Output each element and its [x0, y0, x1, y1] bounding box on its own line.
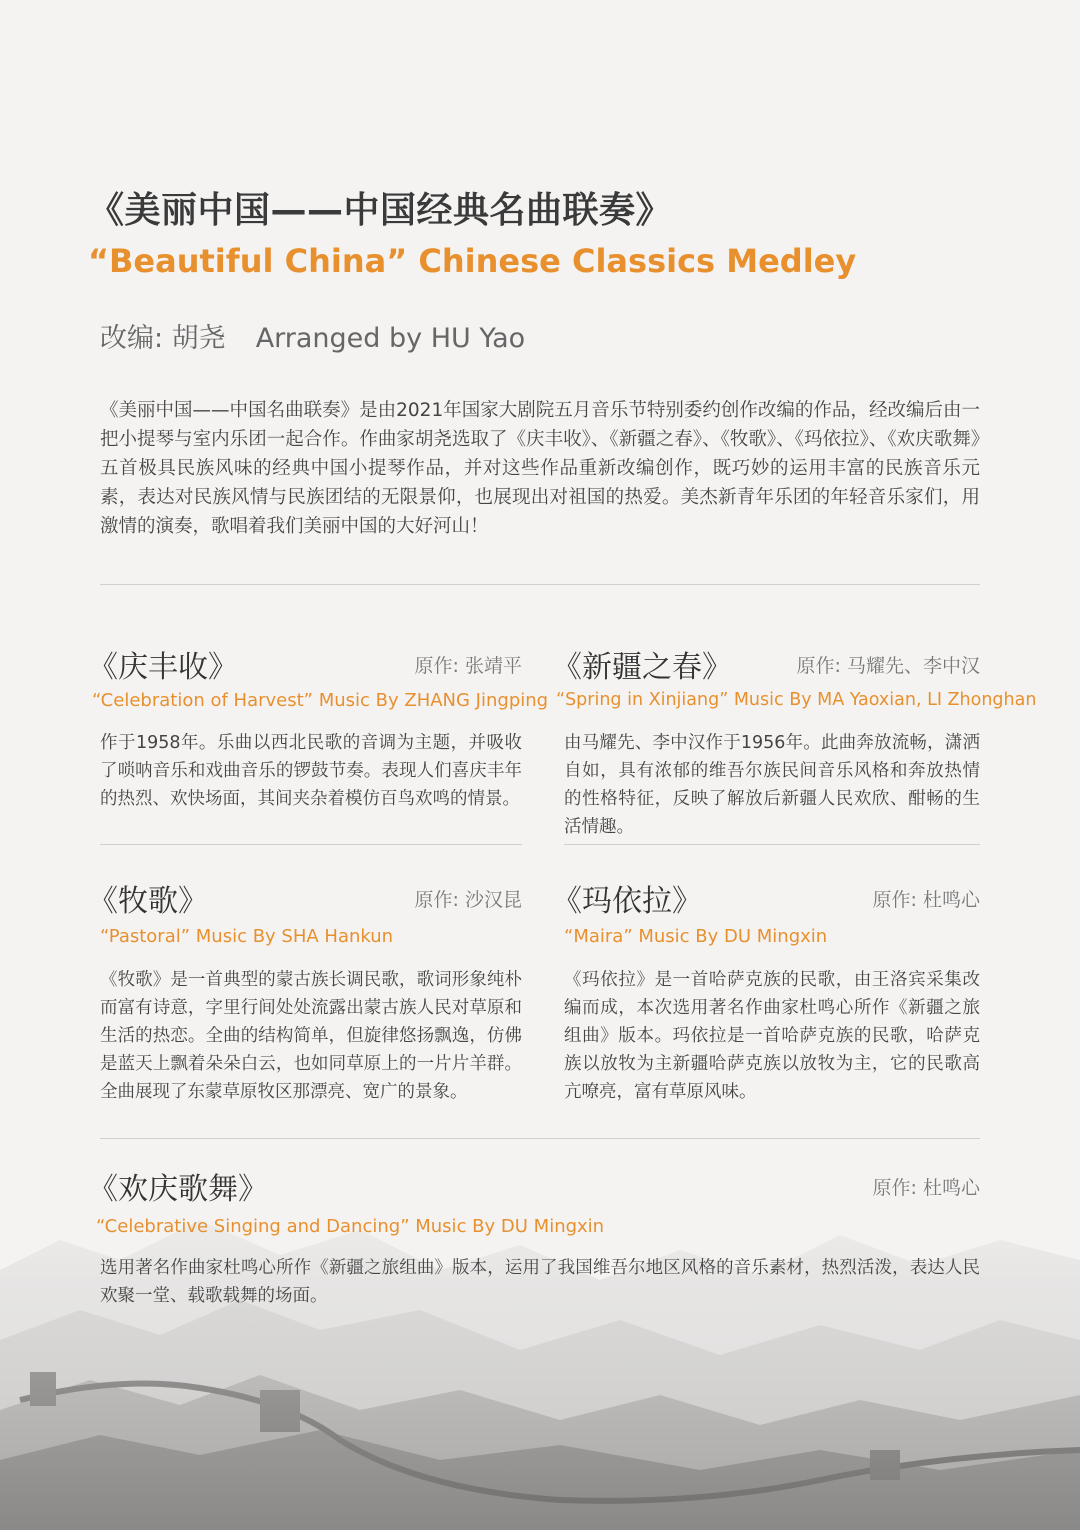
arranger-cn: 改编: 胡尧: [100, 323, 226, 354]
song-english-title: “Celebration of Harvest” Music By ZHANG Jingping: [92, 690, 549, 711]
song-title: 《庆丰收》: [88, 650, 238, 685]
arranger-credit: [100, 316, 525, 355]
song-description: 《玛依拉》是一首哈萨克族的民歌，由王洛宾采集改编而成，本次选用著名作曲家杜鸣心所作《新疆之旅组曲》版本。玛依拉是一首哈萨克族的民歌，哈萨克族以放牧为主新疆哈萨克族以放牧为主，它的民歌高亢嘹亮，富有草原风味。: [564, 970, 980, 1102]
song-composer: 原作: 马耀先、李中汉: [796, 655, 980, 677]
song-title: 《新疆之春》: [552, 650, 732, 685]
song-english-title: “Pastoral” Music By SHA Hankun: [100, 926, 394, 947]
song-english-title: “Celebrative Singing and Dancing” Music By DU Mingxin: [96, 1216, 605, 1237]
song-composer: 原作: 沙汉昆: [414, 889, 522, 911]
song-title: 《欢庆歌舞》: [88, 1172, 268, 1207]
song-title: 《牧歌》: [88, 884, 208, 919]
song-english-title: “Spring in Xinjiang” Music By MA Yaoxian, LI Zhonghan: [556, 690, 1037, 710]
song-description: 由马耀先、李中汉作于1956年。此曲奔放流畅，潇洒自如，具有浓郁的维吾尔族民间音乐风格和奔放热情的性格特征，反映了解放后新疆人民欢欣、酣畅的生活情趣。: [564, 733, 980, 837]
song-description: 作于1958年。乐曲以西北民歌的音调为主题，并吸收了唢呐音乐和戏曲音乐的锣鼓节奏。表现人们喜庆丰年的热烈、欢快场面，其间夹杂着模仿百鸟欢鸣的情景。: [100, 733, 522, 809]
divider: [100, 844, 522, 845]
page-title: 《美丽中国——中国经典名曲联奏》: [88, 190, 673, 231]
song-english-title: “Maira” Music By DU Mingxin: [564, 926, 828, 947]
intro-paragraph: 《美丽中国——中国名曲联奏》是由2021年国家大剧院五月音乐节特别委约创作改编的作品，经改编后由一把小提琴与室内乐团一起合作。作曲家胡尧选取了《庆丰收》、《新疆之春》、《牧歌》、《玛依拉》、《欢庆歌舞》五首极具民族风味的经典中国小提琴作品，并对这些作品重新改编创作，既巧妙的运用丰富的民族音乐元素，表达对民族风情与民族团结的无限景仰，也展现出对祖国的热爱。美杰新青年乐团的年轻音乐家们，用激情的演奏，歌唱着我们美丽中国的大好河山！: [100, 400, 980, 537]
song-title: 《玛依拉》: [552, 884, 702, 919]
song-description: 选用著名作曲家杜鸣心所作《新疆之旅组曲》版本，运用了我国维吾尔地区风格的音乐素材，热烈活泼，表达人民欢聚一堂、载歌载舞的场面。: [100, 1258, 980, 1306]
page-subtitle: “Beautiful China” Chinese Classics Medley: [88, 242, 857, 280]
divider: [564, 844, 980, 845]
arranger-en: Arranged by HU Yao: [255, 323, 526, 354]
song-description: 《牧歌》是一首典型的蒙古族长调民歌，歌词形象纯朴而富有诗意，字里行间处处流露出蒙古族人民对草原和生活的热恋。全曲的结构简单，但旋律悠扬飘逸，仿佛是蓝天上飘着朵朵白云，也如同草原上的一片片羊群。全曲展现了东蒙草原牧区那漂亮、宽广的景象。: [100, 970, 522, 1102]
divider: [100, 584, 980, 585]
song-composer: 原作: 张靖平: [414, 655, 522, 677]
song-composer: 原作: 杜鸣心: [872, 889, 980, 911]
divider: [100, 1138, 980, 1139]
song-composer: 原作: 杜鸣心: [872, 1177, 980, 1199]
